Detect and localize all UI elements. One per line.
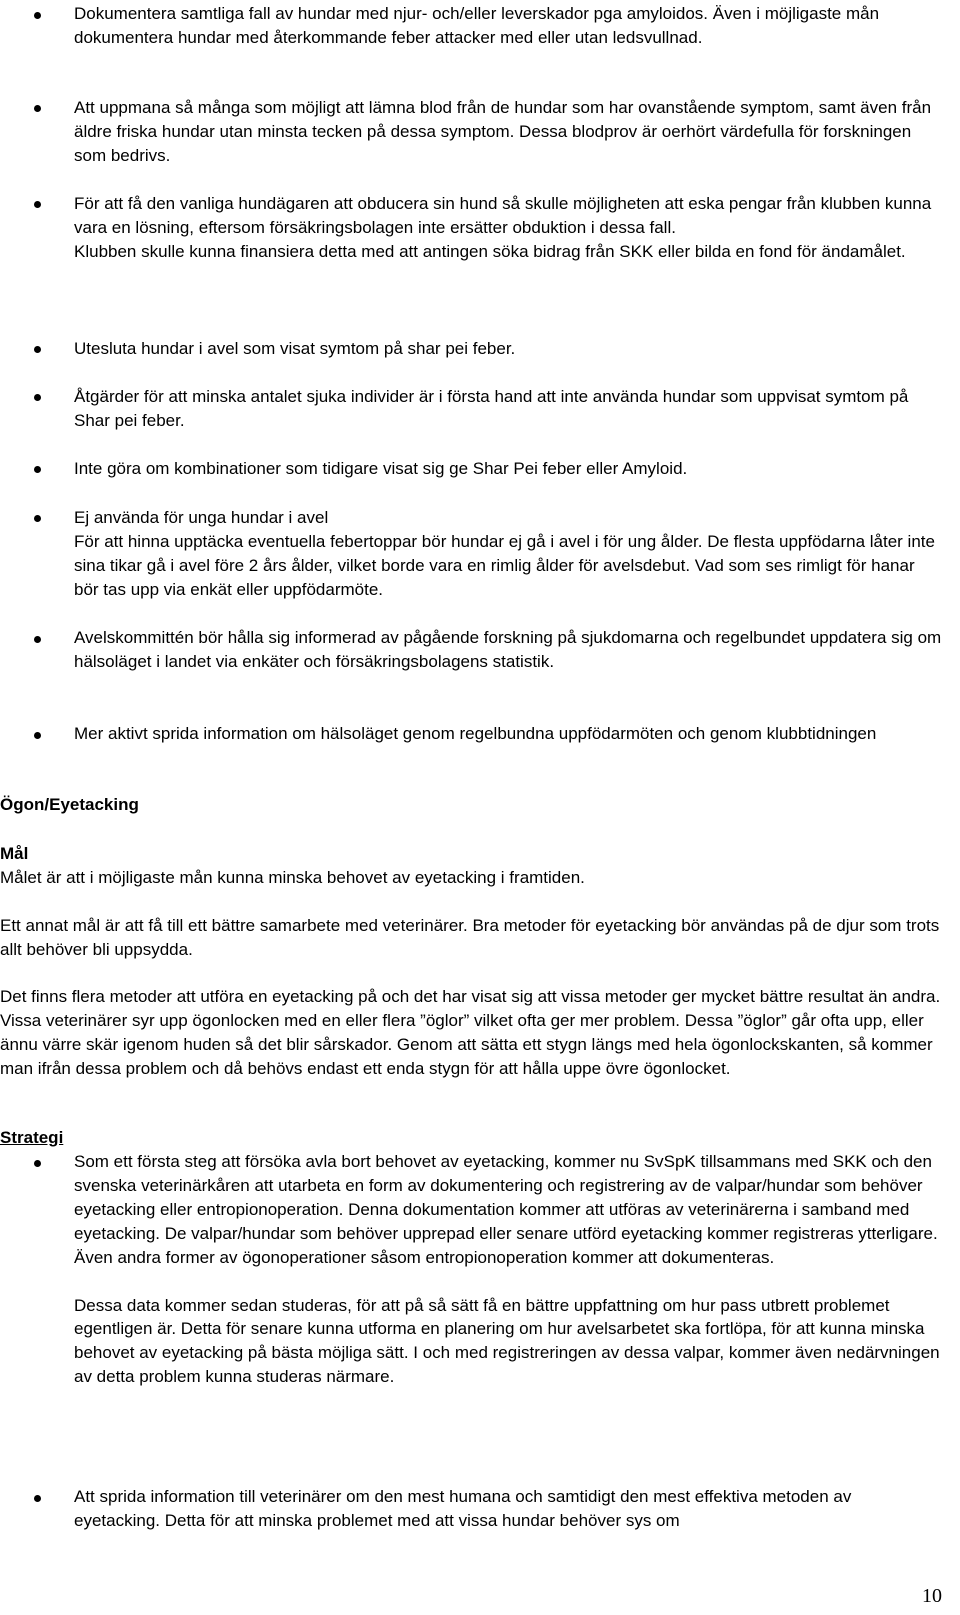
list-item-text: Klubben skulle kunna finansiera detta med att antingen söka bidrag från SKK eller bilda en fond för ändamålet. bbox=[74, 241, 906, 261]
list-item-text: För att hinna upptäcka eventuella febertoppar bör hundar ej gå i avel i för ung ålder. De flesta uppfödarna låter inte sina tikar gå i avel före 2 års ålder, vilket borde vara en rimlig ålder för avelsdebut. Vad som ses rimligt för hanar bör tas upp via enkät eller uppfödarmöte. bbox=[74, 531, 935, 599]
bullet-dot bbox=[34, 1495, 41, 1502]
bullet-dot bbox=[34, 346, 41, 353]
bullet-dot bbox=[34, 732, 41, 739]
list-item-text: Åtgärder för att minska antalet sjuka individer är i första hand att inte använda hundar som uppvisat symtom på Shar pei feber. bbox=[74, 387, 909, 430]
bullet-dot bbox=[34, 1160, 41, 1167]
list-item-text: För att få den vanliga hundägaren att obducera sin hund så skulle möjligheten att eska pengar från klubben kunna vara en lösning, eftersom försäkringsbolagen inte ersätter obduktion i dessa fall. bbox=[74, 194, 932, 237]
list-item-text: Utesluta hundar i avel som visat symtom på shar pei feber. bbox=[74, 339, 516, 358]
goal-paragraph: Ett annat mål är att få till ett bättre samarbete med veterinärer. Bra metoder för eyetacking bör användas på de djur som trots allt behöver bli uppsydda. bbox=[0, 916, 940, 959]
list-item-text: Inte göra om kombinationer som tidigare visat sig ge Shar Pei feber eller Amyloid. bbox=[74, 459, 688, 478]
bullet-dot bbox=[34, 201, 41, 208]
bullet-dot bbox=[34, 515, 41, 522]
list-item bbox=[74, 2, 942, 50]
goal-heading: Mål bbox=[0, 844, 29, 863]
list-item bbox=[74, 192, 942, 264]
page-number: 10 bbox=[922, 1585, 942, 1607]
list-item-text: Mer aktivt sprida information om hälsoläget genom regelbundna uppfödarmöten och genom klubbtidningen bbox=[74, 724, 877, 743]
bullet-dot bbox=[34, 12, 41, 19]
bullet-dot bbox=[34, 636, 41, 643]
list-item bbox=[74, 506, 942, 602]
bullet-dot bbox=[34, 105, 41, 112]
list-item-text: Dessa data kommer sedan studeras, för att på så sätt få en bättre uppfattning om hur pass utbrett problemet egentligen är. Detta för senare kunna utforma en planering om hur avelsarbetet ska fortlöpa, för att kunna minska behovet av eyetacking på bästa möjliga sätt. I och med registreringen av dessa valpar, kommer även nedärvningen av detta problem kunna studeras närmare. bbox=[74, 1295, 940, 1387]
goal-paragraph: Målet är att i möjligaste mån kunna minska behovet av eyetacking i framtiden. bbox=[0, 868, 585, 887]
list-item-text: Som ett första steg att försöka avla bort behovet av eyetacking, kommer nu SvSpK tillsammans med SKK och den svenska veterinärkåren att utarbeta en form av dokumentering och registrering av de valpar/hundar som behöver eyetacking eller entropionoperation. Denna dokumentation kommer att utföras av veterinärerna i samband med eyetacking. De valpar/hundar som behöver upprepad eller senare utförd eyetacking kommer registreras ytterligare. Även andra former av ögonoperationer såsom entropionoperation kommer att dokumenteras. bbox=[74, 1152, 938, 1267]
goal-paragraph: Det finns flera metoder att utföra en eyetacking på och det har visat sig att vissa metoder ger mycket bättre resultat än andra. Vissa veterinärer syr upp ögonlocken med en eller flera ”öglor” vilket ofta ger mer problem. Dessa ”öglor” går ofta upp, eller ännu värre skär igenom huden så det blir sårskador. Genom att sätta ett stygn längs med hela ögonlockskanten, så kommer man ifrån dessa problem och då behövs endast ett enda stygn för att hålla uppe övre ögonlocket. bbox=[0, 987, 941, 1078]
list-item bbox=[74, 626, 942, 674]
bullet-dot bbox=[34, 466, 41, 473]
list-item-text: Dokumentera samtliga fall av hundar med njur- och/eller leverskador pga amyloidos. Även i möjligaste mån dokumentera hundar med återkommande feber attacker med eller utan ledsvullnad. bbox=[74, 4, 880, 47]
list-item bbox=[74, 722, 942, 746]
list-item-text: Ej använda för unga hundar i avel bbox=[74, 508, 329, 527]
bullet-dot bbox=[34, 394, 41, 401]
list-item-text: Avelskommittén bör hålla sig informerad av pågående forskning på sjukdomarna och regelbundet uppdatera sig om hälsoläget i landet via enkäter och försäkringsbolagens statistik. bbox=[74, 628, 942, 671]
list-item bbox=[74, 457, 942, 481]
section-title: Ögon/Eyetacking bbox=[0, 795, 139, 814]
list-item bbox=[74, 1150, 942, 1389]
list-item bbox=[74, 96, 942, 168]
list-item-text: Att uppmana så många som möjligt att lämna blod från de hundar som har ovanstående symptom, samt även från äldre friska hundar utan minsta tecken på dessa symptom. Dessa blodprov är oerhört värdefulla för forskningen som bedrivs. bbox=[74, 98, 932, 165]
strategy-heading: Strategi bbox=[0, 1128, 64, 1147]
list-item bbox=[74, 1485, 942, 1533]
list-item bbox=[74, 385, 942, 433]
list-item bbox=[74, 337, 942, 361]
list-item-text: Att sprida information till veterinärer om den mest humana och samtidigt den mest effektiva metoden av eyetacking. Detta för att minska problemet med att vissa hundar behöver sys om bbox=[74, 1487, 852, 1530]
